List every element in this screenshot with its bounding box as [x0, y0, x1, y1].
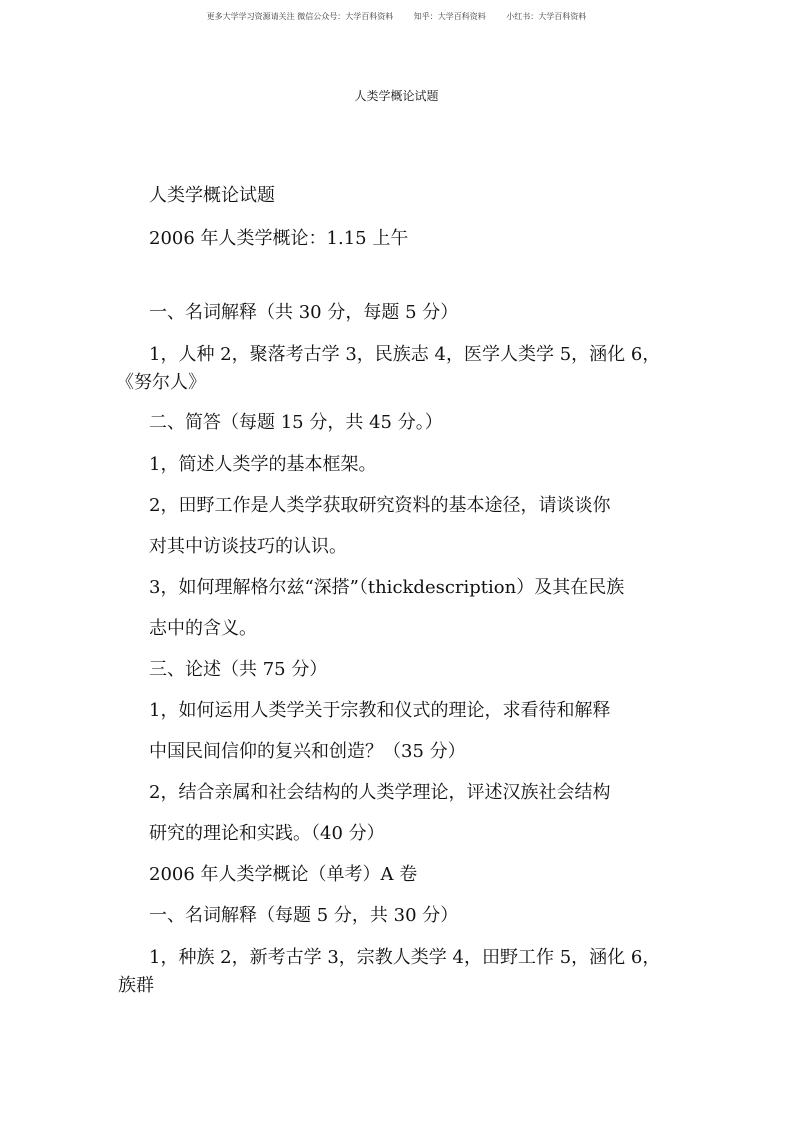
- exam1-section1-terms-line1: 1，人种 2，聚落考古学 3，民族志 4，医学人类学 5，涵化 6，: [149, 344, 661, 365]
- header-xiaohongshu: 小红书：大学百科资料: [506, 12, 587, 21]
- exam1-section2-q1: 1，简述人类学的基本框架。: [149, 454, 377, 475]
- exam1-section2-q2-line1: 2，田野工作是人类学获取研究资料的基本途径，请谈谈你: [149, 495, 611, 516]
- header-wechat: 更多大学学习资源请关注 微信公众号：大学百科资料: [206, 12, 394, 21]
- exam1-section3-heading: 三、论述（共 75 分）: [149, 659, 328, 680]
- exam1-section2-q3-line1: 3，如何理解格尔兹“深搭”（thickdescription）及其在民族: [149, 577, 625, 598]
- exam1-section3-q1-line1: 1，如何运用人类学关于宗教和仪式的理论，求看待和解释: [149, 700, 611, 721]
- exam1-section2-heading: 二、简答（每题 15 分，共 45 分。）: [149, 412, 443, 433]
- body-heading: 人类学概论试题: [149, 185, 275, 206]
- exam1-section3-q2-line2: 研究的理论和实践。（40 分）: [149, 823, 385, 844]
- exam1-section3-q2-line1: 2，结合亲属和社会结构的人类学理论，评述汉族社会结构: [149, 782, 611, 803]
- exam2-title: 2006 年人类学概论（单考）A 卷: [149, 864, 418, 885]
- exam1-section2-q3-line2: 志中的含义。: [149, 618, 257, 639]
- exam2-section1-terms-line2: 族群: [118, 975, 154, 996]
- exam2-section1-terms-line1: 1，种族 2，新考古学 3，宗教人类学 4，田野工作 5，涵化 6，: [149, 947, 661, 968]
- header-zhihu: 知乎：大学百科资料: [413, 12, 486, 21]
- exam1-section1-heading: 一、名词解释（共 30 分，每题 5 分）: [149, 302, 459, 323]
- exam1-title: 2006 年人类学概论：1.15 上午: [149, 228, 409, 249]
- page-title: 人类学概论试题: [354, 89, 439, 103]
- exam2-section1-heading: 一、名词解释（每题 5 分，共 30 分）: [149, 905, 459, 926]
- exam1-section1-terms-line2: 《努尔人》: [116, 372, 206, 393]
- exam1-section3-q1-line2: 中国民间信仰的复兴和创造？（35 分）: [149, 741, 466, 762]
- page-header: [0, 11, 793, 22]
- exam1-section2-q2-line2: 对其中访谈技巧的认识。: [149, 536, 347, 557]
